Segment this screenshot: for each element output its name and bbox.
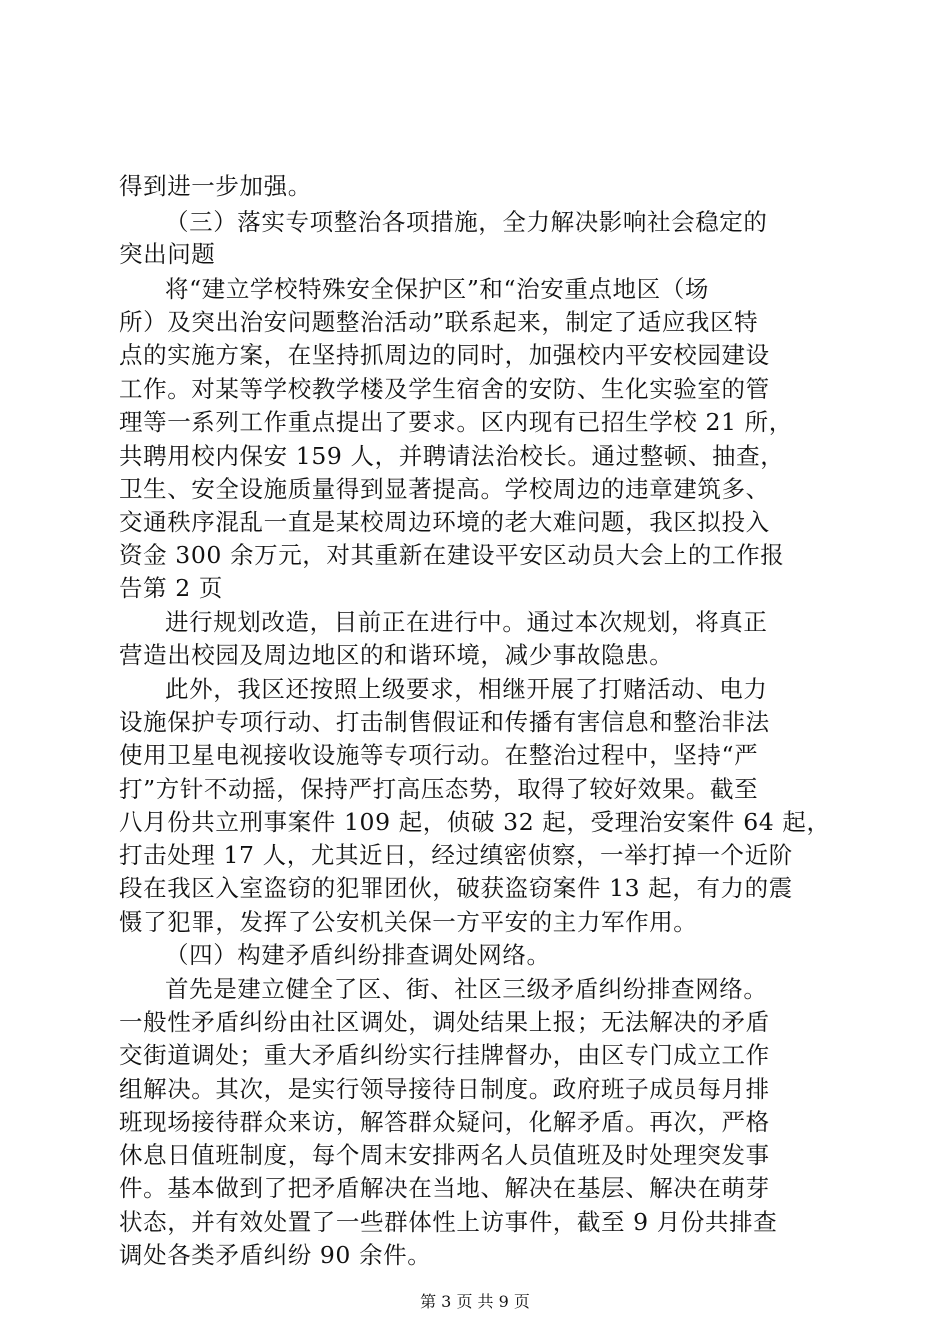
- text-line: 设施保护专项行动、打击制售假证和传播有害信息和整治非法: [119, 708, 770, 736]
- text-line: 营造出校园及周边地区的和谐环境，减少事故隐患。: [119, 641, 674, 669]
- text-line: 此外，我区还按照上级要求，相继开展了打赌活动、电力: [165, 675, 768, 703]
- text-line: 打击处理 17 人，尤其近日，经过缜密侦察，一举打掉一个近阶: [119, 841, 793, 869]
- text-line: 得到进一步加强。: [119, 172, 312, 200]
- text-line: 告第 2 页: [119, 574, 223, 602]
- text-line: 状态，并有效处置了一些群体性上访事件，截至 9 月份共排查: [119, 1208, 778, 1236]
- text-line: 点的实施方案，在坚持抓周边的同时，加强校内平安校园建设: [119, 341, 770, 369]
- text-line: 共聘用校内保安 159 人，并聘请法治校长。通过整顿、抽查，: [119, 442, 785, 470]
- text-line: 组解决。其次，是实行领导接待日制度。政府班子成员每月排: [119, 1075, 770, 1103]
- text-line: 段在我区入室盗窃的犯罪团伙，破获盗窃案件 13 起，有力的震: [119, 874, 793, 902]
- text-line: 休息日值班制度，每个周末安排两名人员值班及时处理突发事: [119, 1141, 770, 1169]
- page-footer: 第 3 页 共 9 页: [420, 1292, 530, 1311]
- section-heading-3: （三）落实专项整治各项措施，全力解决影响社会稳定的: [165, 208, 768, 236]
- text-line: 慑了犯罪，发挥了公安机关保一方平安的主力军作用。: [119, 908, 698, 936]
- text-line: 使用卫星电视接收设施等专项行动。在整治过程中，坚持“严: [119, 741, 759, 769]
- text-line: 打”方针不动摇，保持严打高压态势，取得了较好效果。截至: [119, 775, 759, 803]
- text-line: 一般性矛盾纠纷由社区调处，调处结果上报；无法解决的矛盾: [119, 1008, 770, 1036]
- text-line: 件。基本做到了把矛盾解决在当地、解决在基层、解决在萌芽: [119, 1174, 770, 1202]
- text-line: 调处各类矛盾纠纷 90 余件。: [119, 1241, 432, 1269]
- text-line: 八月份共立刑事案件 109 起，侦破 32 起，受理治安案件 64 起，: [119, 808, 831, 836]
- text-line: 将“建立学校特殊安全保护区”和“治安重点地区（场: [165, 275, 709, 303]
- text-line: 工作。对某等学校教学楼及学生宿舍的安防、生化实验室的管: [119, 375, 770, 403]
- text-line: 理等一系列工作重点提出了要求。区内现有已招生学校 21 所，: [119, 408, 793, 436]
- text-line: 所）及突出治安问题整治活动”联系起来，制定了适应我区特: [119, 308, 759, 336]
- section-heading-4: （四）构建矛盾纠纷排查调处网络。: [165, 941, 551, 969]
- text-line: 首先是建立健全了区、街、社区三级矛盾纠纷排查网络。: [165, 975, 768, 1003]
- text-line: 交街道调处；重大矛盾纠纷实行挂牌督办，由区专门成立工作: [119, 1041, 770, 1069]
- text-line: 班现场接待群众来访，解答群众疑问，化解矛盾。再次，严格: [119, 1108, 770, 1136]
- text-line: 资金 300 余万元，对其重新在建设平安区动员大会上的工作报: [119, 541, 785, 569]
- section-heading-3-cont: 突出问题: [119, 240, 216, 268]
- text-line: 卫生、安全设施质量得到显著提高。学校周边的违章建筑多、: [119, 475, 770, 503]
- text-line: 进行规划改造，目前正在进行中。通过本次规划，将真正: [165, 608, 768, 636]
- text-line: 交通秩序混乱一直是某校周边环境的老大难问题，我区拟投入: [119, 508, 770, 536]
